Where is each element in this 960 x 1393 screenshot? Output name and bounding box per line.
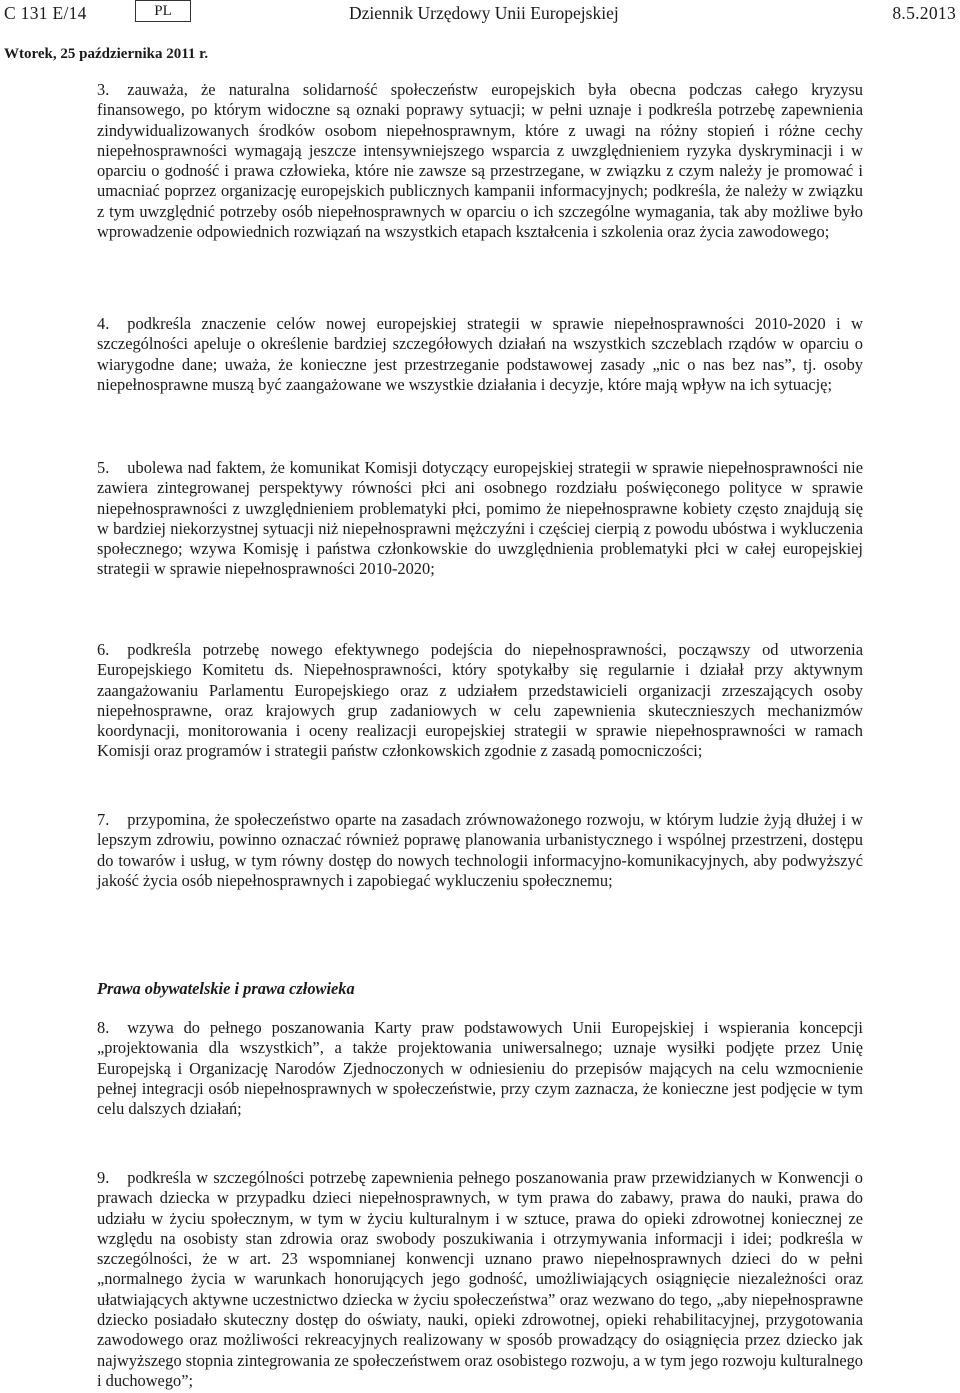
language-badge: PL — [135, 0, 191, 22]
paragraph-4 — [97, 314, 863, 395]
paragraph-number: 5. — [97, 458, 110, 477]
paragraph-text: podkreśla znaczenie celów nowej europejskiej strategii w sprawie niepełnosprawności 2010-2020 i w szczególności apeluje o określenie bardziej szczegółowych działań na wszystkich szczeblach rządów w oparciu o wiarygodne dane; uważa, że konieczne jest przestrzeganie podstawowej zasady „nic o nas bez nas”, tj. osoby niepełnosprawne muszą być zaangażowane we wszystkie działania i decyzje, które mają wpływ na ich sytuację; — [97, 314, 863, 394]
publication-date: 8.5.2013 — [892, 3, 956, 23]
section-heading: Prawa obywatelskie i prawa człowieka — [97, 979, 355, 998]
paragraph-text: zauważa, że naturalna solidarność społeczeństw europejskich była obecna podczas całego kryzysu finansowego, po którym widoczne są oznaki poprawy sytuacji; w pełni uznaje i podkreśla potrzebę zapewnienia zindywidualizowanych środków osobom niepełnosprawnym, które z uwagi na różny stopień i różne cechy niepełnosprawności wymagają jeszcze intensywniejszego wsparcia z uwzględnieniem ryzyka dyskryminacji i w oparciu o godność i prawa człowieka, które nie zawsze są przestrzegane, w związku z czym należy je promować i umacniać poprzez organizację europejskich publicznych kampanii informacyjnych; podkreśla, że należy w związku z tym uwzględnić potrzeby osób niepełnosprawnych w oparciu o ich szczególne wymagania, tak aby możliwe było wprowadzenie odpowiednich rozwiązań na wszystkich etapach kształcenia i szkolenia oraz życia zawodowego; — [97, 80, 863, 242]
issue-number: C 131 E/14 — [4, 3, 87, 23]
paragraph-number: 9. — [97, 1168, 110, 1187]
paragraph-3 — [97, 80, 863, 242]
sitting-date: Wtorek, 25 października 2011 r. — [4, 46, 209, 62]
paragraph-6 — [97, 640, 863, 762]
paragraph-text: wzywa do pełnego poszanowania Karty praw podstawowych Unii Europejskiej i wspierania koncepcji „projektowania dla wszystkich”, a także projektowania uniwersalnego; uznaje wysiłki podjęte przez Unię Europejską i Organizację Narodów Zjednoczonych w odniesieniu do przepisów mających na celu wzmocnienie pełnej integracji osób niepełnosprawnych w społeczeństwie, przy czym zaznacza, że konieczne jest podjęcie w tym celu dalszych działań; — [97, 1018, 863, 1119]
paragraph-text: przypomina, że społeczeństwo oparte na zasadach zrównoważonego rozwoju, w którym ludzie żyją dłużej i w lepszym zdrowiu, powinno oznaczać również poprawę planowania urbanistycznego i wspólnej przestrzeni, dostępu do towarów i usług, w tym równy dostęp do nowych technologii informacyjno-komunikacyjnych, aby podwyższyć jakość życia osób niepełnosprawnych i zapobiegać wykluczeniu społecznemu; — [97, 810, 863, 890]
paragraph-9 — [97, 1168, 863, 1391]
paragraph-number: 3. — [97, 80, 110, 99]
journal-title: Dziennik Urzędowy Unii Europejskiej — [349, 3, 619, 23]
paragraph-number: 8. — [97, 1018, 110, 1037]
paragraph-text: ubolewa nad faktem, że komunikat Komisji dotyczący europejskiej strategii w sprawie niepełnosprawności nie zawiera zintegrowanej perspektywy równości płci ani osobnego rozdziału poświęconego polityce w sprawie niepełnosprawności z uwzględnieniem problematyki płci, pomimo że niepełnosprawne kobiety często znajdują się w bardziej niekorzystnej sytuacji niż niepełnosprawni mężczyźni i częściej cierpią z powodu ubóstwa i wykluczenia społecznego; wzywa Komisję i państwa członkowskie do uwzględnienia problematyki płci w całej europejskiej strategii w sprawie niepełnosprawności 2010-2020; — [97, 458, 863, 579]
journal-header — [0, 0, 960, 34]
paragraph-number: 6. — [97, 640, 110, 659]
paragraph-text: podkreśla potrzebę nowego efektywnego podejścia do niepełnosprawności, począwszy od utworzenia Europejskiego Komitetu ds. Niepełnosprawności, który spotykałby się regularnie i działał przy aktywnym zaangażowaniu Parlamentu Europejskiego oraz z udziałem przedstawicieli organizacji zrzeszających osoby niepełnosprawne, oraz krajowych grup zadaniowych w celu zapewnienia skutecznieszych mechanizmów koordynacji, monitorowania i oceny realizacji europejskiej strategii w sprawie niepełnosprawności w ramach Komisji oraz programów i strategii państw członkowskich zgodnie z zasadą pomocniczości; — [97, 640, 863, 761]
paragraph-8 — [97, 1018, 863, 1119]
paragraph-number: 7. — [97, 810, 110, 829]
paragraph-number: 4. — [97, 314, 110, 333]
paragraph-5 — [97, 458, 863, 580]
paragraph-text: podkreśla w szczególności potrzebę zapewnienia pełnego poszanowania praw przewidzianych w Konwencji o prawach dziecka w przypadku dzieci niepełnosprawnych, w tym prawa do zabawy, prawa do nauki, prawa do udziału w życiu społecznym, w tym w życiu kulturalnym i w sztuce, prawa do opieki zdrowotnej koniecznej ze względu na osobisty stan zdrowia oraz swobody poszukiwania i otrzymywania informacji i idei; podkreśla w szczególności, że w art. 23 wspomnianej konwencji uznano prawo niepełnosprawnych dzieci do w pełni „normalnego życia w warunkach honorujących jego godność, umożliwiających osiągnięcie niezależności oraz ułatwiających aktywne uczestnictwo dziecka w życiu społeczeństwa” oraz wezwano do tego, „aby niepełnosprawne dziecko posiadało skuteczny dostęp do oświaty, nauki, opieki zdrowotnej, opieki rehabilitacyjnej, przygotowania zawodowego oraz możliwości rekreacyjnych realizowany w sposób prowadzący do osiągnięcia przez dziecko jak najwyższego stopnia zintegrowania ze społeczeństwem oraz osobistego rozwoju, a w tym jego rozwoju kulturalnego i duchowego”; — [97, 1168, 863, 1390]
paragraph-7 — [97, 810, 863, 891]
